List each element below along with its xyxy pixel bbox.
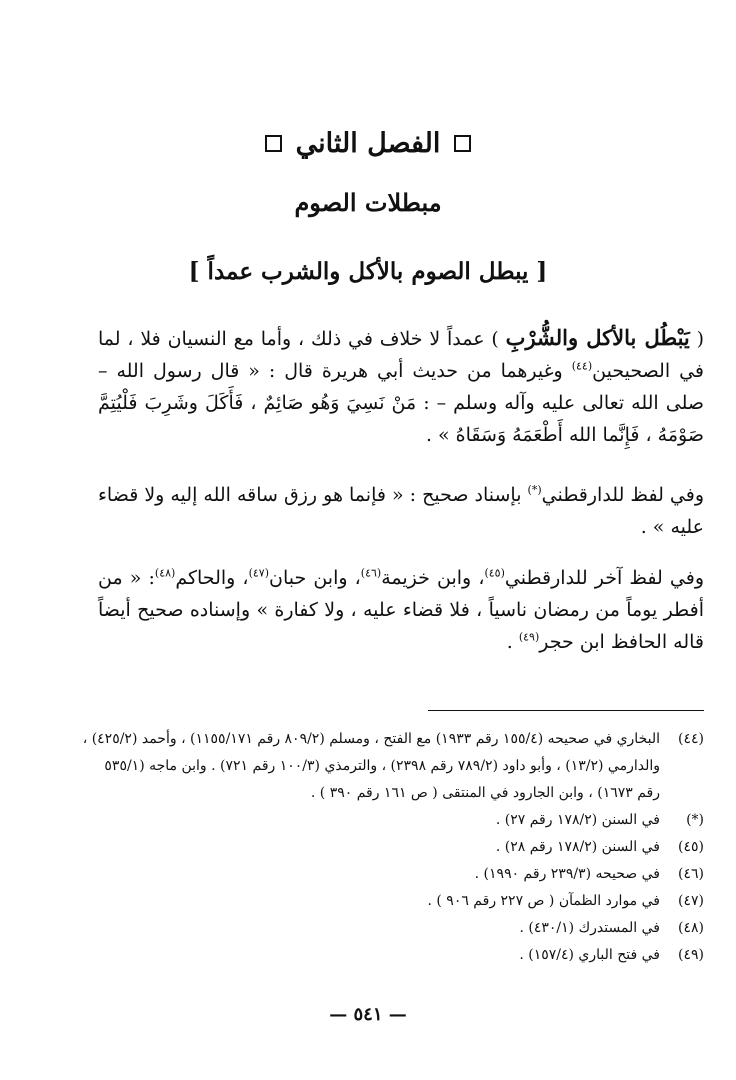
footnote-text: في السنن (١٧٨/٢ رقم ٢٧) . bbox=[495, 812, 660, 828]
footnote-number: (٤٥) bbox=[678, 839, 704, 855]
footnote-ref-49[interactable]: (٤٩) bbox=[518, 630, 540, 644]
paragraph-1 bbox=[98, 322, 704, 451]
chapter-title-text: الفصل الثاني bbox=[295, 128, 441, 159]
footnote-item bbox=[80, 888, 704, 915]
footnote-text: في موارد الظمآن ( ص ٢٢٧ رقم ٩٠٦ ) . bbox=[427, 893, 660, 909]
footnote-ref-star[interactable]: (*) bbox=[527, 483, 542, 497]
square-ornament-icon bbox=[454, 135, 471, 152]
footnote-number: (٤٤) bbox=[678, 731, 704, 747]
paragraph-2 bbox=[98, 479, 704, 543]
footnote-divider bbox=[428, 710, 704, 711]
footnote-ref-46[interactable]: (٤٦) bbox=[360, 566, 382, 580]
footnotes bbox=[80, 726, 704, 969]
footnote-number: (٤٩) bbox=[678, 947, 704, 963]
paragraph-2-text-a: وفي لفظ للدارقطني bbox=[541, 484, 704, 506]
paragraph-2-text-b: بإسناد صحيح : « فإنما هو رزق ساقه الله إليه ولا قضاء عليه » . bbox=[98, 484, 704, 538]
paragraph-3-text-b: ، وابن خزيمة bbox=[381, 567, 485, 589]
page-number: — ٥٤١ — bbox=[329, 1004, 407, 1025]
footnote-ref-48[interactable]: (٤٨) bbox=[154, 566, 176, 580]
footnote-ref-44[interactable]: (٤٤) bbox=[571, 359, 593, 373]
footnote-ref-45[interactable]: (٤٥) bbox=[484, 566, 505, 580]
footnote-text: البخاري في صحيحه (١٥٥/٤ رقم ١٩٣٣) مع الفتح ، ومسلم (٨٠٩/٢ رقم ١١٥٥/١٧١) ، وأحمد (٤٢٥/٢) ، والدارمي (١٣/٢) ، وأبو داود (٧٨٩/٢ رقم ٢٣٩٨) ، والترمذي (١٠٠/٣ رقم ٧٢١) . وابن ماجه (٥٣٥/١ رقم ١٦٧٣) ، وابن الجارود في المنتقى ( ص ١٦١ رقم ٣٩٠ ) . bbox=[82, 731, 660, 801]
footnote-item bbox=[80, 861, 704, 888]
square-ornament-icon bbox=[265, 135, 282, 152]
footnote-item bbox=[80, 807, 704, 834]
footnote-number: (٤٨) bbox=[678, 920, 704, 936]
paragraph-3-text-a: وفي لفظ آخر للدارقطني bbox=[504, 567, 705, 589]
section-heading: [ يبطل الصوم بالأكل والشرب عمداً ] bbox=[188, 258, 548, 285]
paragraph-1-text-a: ) عمداً لا خلاف في ذلك ، وأما مع النسيان فلا ، لما في الصحيحين bbox=[98, 328, 705, 382]
footnote-item bbox=[80, 726, 704, 807]
paragraph-1-text-b: وغيرهما من حديث أبي هريرة قال : « قال رسول الله – صلى الله تعالى عليه وآله وسلم – : مَنْ نَسِيَ وَهُو صَائِمٌ ، فَأَكَلَ وشَرِبَ فَلْيُتِمَّ صَوْمَهُ ، فَإِنَّما الله أَطْعَمَهُ وَسَقَاهُ » . bbox=[98, 360, 704, 446]
paragraph-3-text-d: ، والحاكم bbox=[175, 567, 249, 589]
footnote-number: (٤٦) bbox=[678, 866, 704, 882]
paragraph-3 bbox=[98, 562, 704, 658]
footnote-number: (*) bbox=[686, 812, 704, 828]
footnote-item bbox=[80, 942, 704, 969]
footnote-item bbox=[80, 915, 704, 942]
paren-open: ( bbox=[689, 328, 705, 350]
footnote-number: (٤٧) bbox=[678, 893, 704, 909]
footnote-text: في صحيحه (٢٣٩/٣ رقم ١٩٩٠) . bbox=[474, 866, 660, 882]
paragraph-3-text-c: ، وابن حبان bbox=[268, 567, 361, 589]
chapter-subtitle: مبطلات الصوم bbox=[294, 188, 442, 217]
chapter-title bbox=[0, 128, 736, 159]
footnote-text: في السنن (١٧٨/٢ رقم ٢٨) . bbox=[495, 839, 660, 855]
bold-phrase: يَبْطُل بالأكل والشُّرْبِ bbox=[505, 325, 690, 350]
paragraph-3-text-e: : « من أفطر يوماً من رمضان ناسياً ، فلا قضاء عليه ، ولا كفارة » وإسناده صحيح أيضاً قاله الحافظ ابن حجر bbox=[98, 567, 704, 653]
footnote-item bbox=[80, 834, 704, 861]
footnote-ref-47[interactable]: (٤٧) bbox=[248, 566, 269, 580]
paragraph-3-text-f: . bbox=[506, 631, 519, 653]
footnote-text: في فتح الباري (١٥٧/٤) . bbox=[519, 947, 660, 963]
footnote-text: في المستدرك (٤٣٠/١) . bbox=[519, 920, 660, 936]
